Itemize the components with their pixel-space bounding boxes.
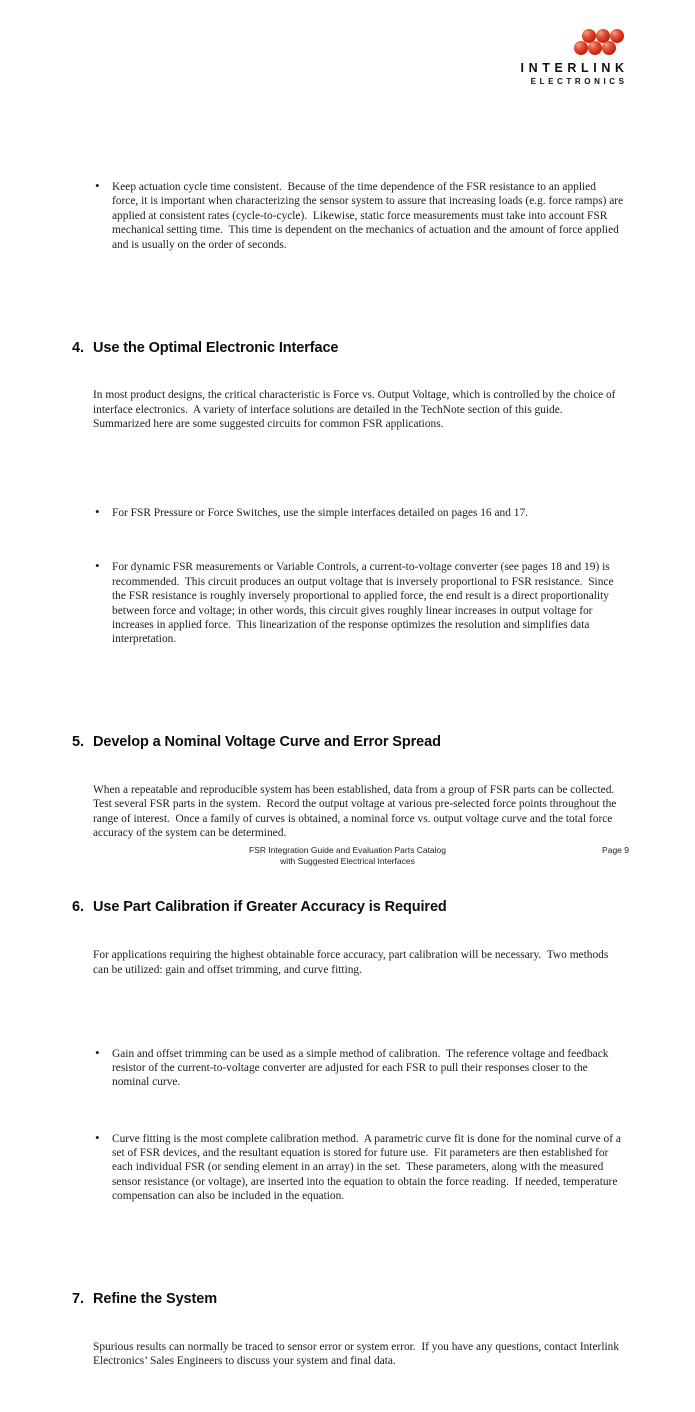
section-heading-6 [72,898,624,917]
logo-subtitle: ELECTRONICS [530,77,628,86]
section-number: 6. [72,899,84,916]
section-number: 4. [72,339,84,356]
section-heading-4 [72,339,624,358]
section-title: Use the Optimal Electronic Interface [93,339,339,356]
page-number: Page 9 [602,845,629,855]
section-6-bullets [72,1018,624,1233]
bullet-item: • For dynamic FSR measurements or Variable Controls, a current-to-voltage converter (see pages 18 and 19) is recommended. This circuit produces an output voltage that is inversely proportional to FSR resistance. Since the FSR resistance is roughly inversely proportional to applied force, the end result is a direct proportionality between force and voltage; in other words, this circuit gives roughly linear increases in output voltage for increases in applied force. This linearization of the response optimizes the resolution and simplifies data interpretation. [72,560,624,646]
section-title: Develop a Nominal Voltage Curve and Error Spread [93,734,441,751]
logo-dot-icon [574,41,588,55]
section-title: Refine the System [93,1291,218,1308]
interlink-logo [514,29,629,86]
section-body-5: When a repeatable and reproducible system has been established, data from a group of FSR parts can be collected. Test several FSR parts in the system. Record the output voltage at various pre-selected force points throughout the range of interest. Once a family of curves is obtained, a nominal force vs. output voltage curve and the total force accuracy of the system can be determined. [93,784,620,840]
bullet-item: • Gain and offset trimming can be used as a simple method of calibration. The reference voltage and feedback resistor of the current-to-voltage converter are adjusted for each FSR to pull their responses closer to the nominal curve. [72,1047,624,1090]
section-number: 5. [72,734,84,751]
section-body-7: Spurious results can normally be traced to sensor error or system error. If you have any questions, contact Interlink Electronics’ Sales Engineers to discuss your system and final data. [93,1340,622,1368]
logo-dot-icon [602,41,616,55]
bullet-item: • Curve fitting is the most complete calibration method. A parametric curve fit is done for the nominal curve of a set of FSR devices, and the resultant equation is stored for future use. Fit parameters are then established for each individual FSR (or sending element in an array) in the set. These parameters, along with the measured sensor resistance (or voltage), are inserted into the equation to obtain the force reading. If needed, temperature compensation can also be included in the equation. [72,1132,624,1204]
section-4-bullets [72,477,624,675]
section-body-6: For applications requiring the highest obtainable force accuracy, part calibration will be necessary. Two methods can be utilized: gain and offset trimming, and curve fitting. [93,949,612,976]
logo-name: INTERLINK [520,61,629,75]
section-heading-7 [72,1290,624,1309]
footer-title-line1: FSR Integration Guide and Evaluation Parts Catalog [248,845,447,855]
bullet-item: • Keep actuation cycle time consistent. Because of the time dependence of the FSR resistance to an applied force, it is important when characterizing the sensor system to assure that increasing loads (e.g. force ramps) are applied at consistent rates (cycle-to-cycle). Likewise, static force measurements must take into account FSR mechanical setting time. This time is dependent on the mechanics of actuation and the amount of force applied and is usually on the order of seconds. [72,180,624,252]
page-content [72,108,624,1412]
section-title: Use Part Calibration if Greater Accuracy is Required [93,899,447,916]
section-number: 7. [72,1291,84,1308]
intro-bullet-list [72,151,624,281]
footer-title [0,845,695,867]
footer-title-line2: with Suggested Electrical Interfaces [280,856,415,866]
logo-dot-icon [588,41,602,55]
bullet-item: • For FSR Pressure or Force Switches, use the simple interfaces detailed on pages 16 and 17. [72,506,624,520]
logo-dots-icon [574,29,624,55]
section-heading-5 [72,733,624,752]
section-body-4: In most product designs, the critical characteristic is Force vs. Output Voltage, which is controlled by the choice of interface electronics. A variety of interface solutions are detailed in the TechNote section of this guide. Summarized here are some suggested circuits for common FSR applications. [93,389,619,431]
